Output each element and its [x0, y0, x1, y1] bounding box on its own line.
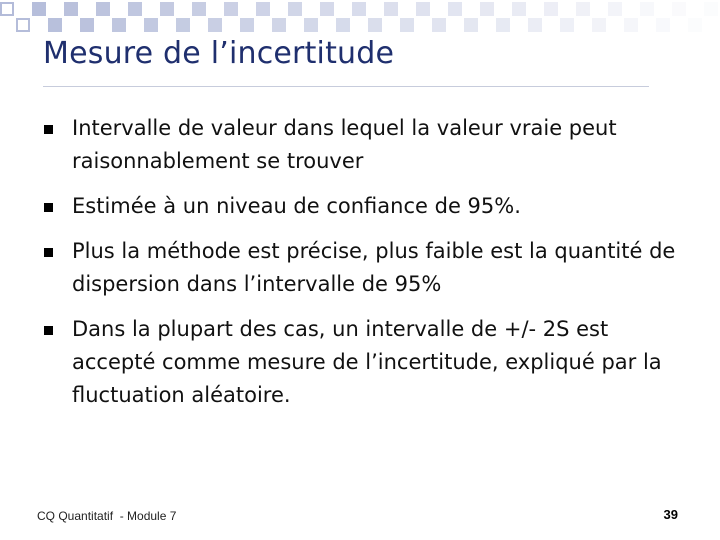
decor-square-inset — [2, 4, 12, 14]
decor-square — [224, 2, 238, 16]
decor-square — [208, 18, 222, 32]
square-bullet-icon — [44, 248, 53, 257]
slide-title: Mesure de l’incertitude — [43, 36, 395, 71]
decor-square — [336, 18, 350, 32]
decor-square — [400, 18, 414, 32]
decor-square — [352, 2, 366, 16]
decor-square — [272, 18, 286, 32]
decor-square — [464, 18, 478, 32]
decor-square — [592, 18, 606, 32]
decor-square — [304, 18, 318, 32]
bullet-text: Estimée à un niveau de confiance de 95%. — [72, 194, 521, 218]
square-bullet-icon — [44, 125, 53, 134]
decor-square — [544, 2, 558, 16]
footer-text: CQ Quantitatif - Module 7 — [37, 509, 177, 523]
decor-square — [384, 2, 398, 16]
decor-square — [48, 18, 62, 32]
bullet-text: Intervalle de valeur dans lequel la valeur vraie peut raisonnablement se trouver — [72, 116, 617, 173]
decor-square — [656, 18, 670, 32]
decor-square — [240, 18, 254, 32]
bullet-text: Dans la plupart des cas, un intervalle de +/- 2S est accepté comme mesure de l’incertitude, expliqué par la fluctuation aléatoire. — [72, 317, 662, 407]
decor-square — [432, 18, 446, 32]
decor-square — [128, 2, 142, 16]
decor-square — [96, 2, 110, 16]
bullet-item — [40, 112, 680, 178]
bullet-list — [40, 112, 680, 424]
decor-square — [704, 2, 718, 16]
decor-square-inset — [18, 20, 28, 30]
decor-square — [80, 18, 94, 32]
decor-square — [608, 2, 622, 16]
decor-square — [288, 2, 302, 16]
decor-square — [576, 2, 590, 16]
decor-square — [688, 18, 702, 32]
decor-square — [640, 2, 654, 16]
decor-square — [672, 2, 686, 16]
decor-square — [160, 2, 174, 16]
title-underline — [43, 86, 649, 87]
decor-square — [32, 2, 46, 16]
decor-square — [512, 2, 526, 16]
decor-square — [192, 2, 206, 16]
decor-square — [320, 2, 334, 16]
bullet-item — [40, 235, 680, 301]
decor-square — [624, 18, 638, 32]
decor-square — [112, 18, 126, 32]
decor-square — [448, 2, 462, 16]
decor-square — [256, 2, 270, 16]
decor-square — [528, 18, 542, 32]
bullet-item — [40, 190, 680, 223]
square-bullet-icon — [44, 326, 53, 335]
decor-square — [480, 2, 494, 16]
decor-square — [560, 18, 574, 32]
decor-square — [496, 18, 510, 32]
page-number: 39 — [663, 507, 678, 522]
decor-square — [144, 18, 158, 32]
decor-square — [176, 18, 190, 32]
decor-square — [416, 2, 430, 16]
square-bullet-icon — [44, 203, 53, 212]
bullet-text: Plus la méthode est précise, plus faible est la quantité de dispersion dans l’intervalle de 95% — [72, 239, 676, 296]
decorative-squares — [0, 0, 720, 40]
decor-square — [64, 2, 78, 16]
bullet-item — [40, 313, 680, 412]
decor-square — [368, 18, 382, 32]
